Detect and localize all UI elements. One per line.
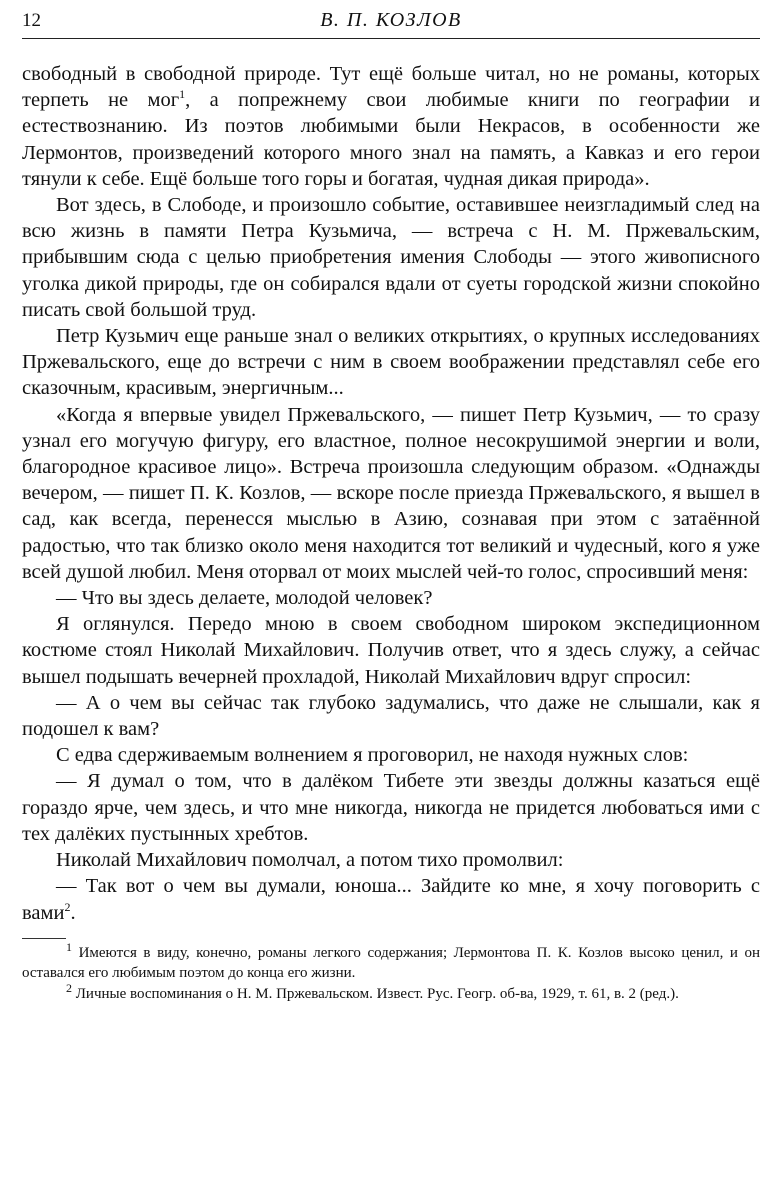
- footnote-2: [22, 980, 760, 1005]
- footnote-divider: [22, 938, 66, 939]
- paragraph-1-text: свободный в свободной природе. Тут ещё больше читал, но не романы, которых терпеть не мог: [22, 63, 760, 112]
- footnote-1-mark: 1: [66, 939, 72, 954]
- paragraph-2: Вот здесь, в Слободе, и произошло событие, оставившее неизгладимый след на всю жизнь в памяти Петра Кузьмича, — встреча с Н. М. Пржевальским, прибывшим сюда с целью приобретения имения Слободы — этого живописного уголка дикой природы, где он собирался вдали от суеты городской жизни спокойно писать свой большой труд.: [22, 194, 760, 321]
- footnote-1-text: Имеются в виду, конечно, романы легкого содержания; Лермонтова П. К. Козлов высоко ценил, и он оставался его любимым поэтом до конца его жизни.: [22, 944, 761, 982]
- paragraph-8: С едва сдерживаемым волнением я проговорил, не находя нужных слов:: [56, 744, 689, 767]
- paragraph-11-text: — Так вот о чем вы думали, юноша... Зайдите ко мне, я хочу поговорить с вами: [22, 875, 760, 924]
- footnote-1: [22, 939, 761, 984]
- footnote-ref-2: 2: [64, 899, 71, 914]
- paragraph-10: Николай Михайлович помолчал, а потом тихо промолвил:: [56, 849, 564, 872]
- paragraph-3: Петр Кузьмич еще раньше знал о великих открытиях, о крупных исследованиях Пржевальского, еще до встречи с ним в своем воображении представлял себе его сказочным, красивым, энергичным...: [22, 325, 760, 400]
- footnote-2-text: Личные воспоминания о Н. М. Пржевальском. Извест. Рус. Геогр. об-ва, 1929, т. 61, в. 2 (ред.).: [75, 985, 679, 1002]
- running-head: В. П. КОЗЛОВ: [320, 9, 462, 31]
- page-number: 12: [22, 10, 41, 31]
- paragraph-5: — Что вы здесь делаете, молодой человек?: [56, 587, 433, 610]
- book-page: [22, 0, 760, 1187]
- page-header: [22, 4, 760, 39]
- paragraph-6: Я оглянулся. Передо мною в своем свободном широком экспедиционном костюме стоял Николай Михайлович. Получив ответ, что я здесь служу, а сейчас вышел подышать вечерней прохладой, Николай Михайлович вдруг спросил:: [22, 613, 760, 688]
- paragraph-11: [22, 873, 760, 925]
- footnotes: [22, 939, 761, 1005]
- paragraph-1: [22, 61, 760, 192]
- main-text: [22, 61, 760, 926]
- paragraph-1-continuation: , а попрежнему свои любимые книги по географии и естествознанию. Из поэтов любимыми были Некрасов, в особенности же Лермонтов, произведений которого много знал на память, а Кавказ и его герои тянули к себе. Ещё больше того горы и богатая, чудная дикая природа».: [22, 89, 761, 190]
- paragraph-11-end: .: [70, 901, 76, 924]
- footnote-2-mark: 2: [66, 980, 72, 995]
- footnote-ref-1: 1: [179, 87, 186, 102]
- paragraph-7: — А о чем вы сейчас так глубоко задумались, что даже не слышали, как я подошел к вам?: [22, 691, 760, 741]
- paragraph-9: — Я думал о том, что в далёком Тибете эти звезды должны казаться ещё гораздо ярче, чем здесь, и что мне никогда, никогда не придется любоваться ими с тех далёких пустынных хребтов.: [22, 770, 760, 845]
- paragraph-4: «Когда я впервые увидел Пржевальского, — пишет Петр Кузьмич, — то сразу узнал его могучую фигуру, его властное, полное несокрушимой энергии и воли, благородное красивое лицо». Встреча произошла следующим образом. «Однажды вечером, — пишет П. К. Козлов, — вскоре после приезда Пржевальского, я вышел в сад, как всегда, перенесся мыслью в Азию, сознавая при этом с затаённой радостью, что так близко около меня находится тот великий и чудесный, кого я уже всей душой любил. Меня оторвал от моих мыслей чей-то голос, спросивший меня:: [22, 403, 760, 583]
